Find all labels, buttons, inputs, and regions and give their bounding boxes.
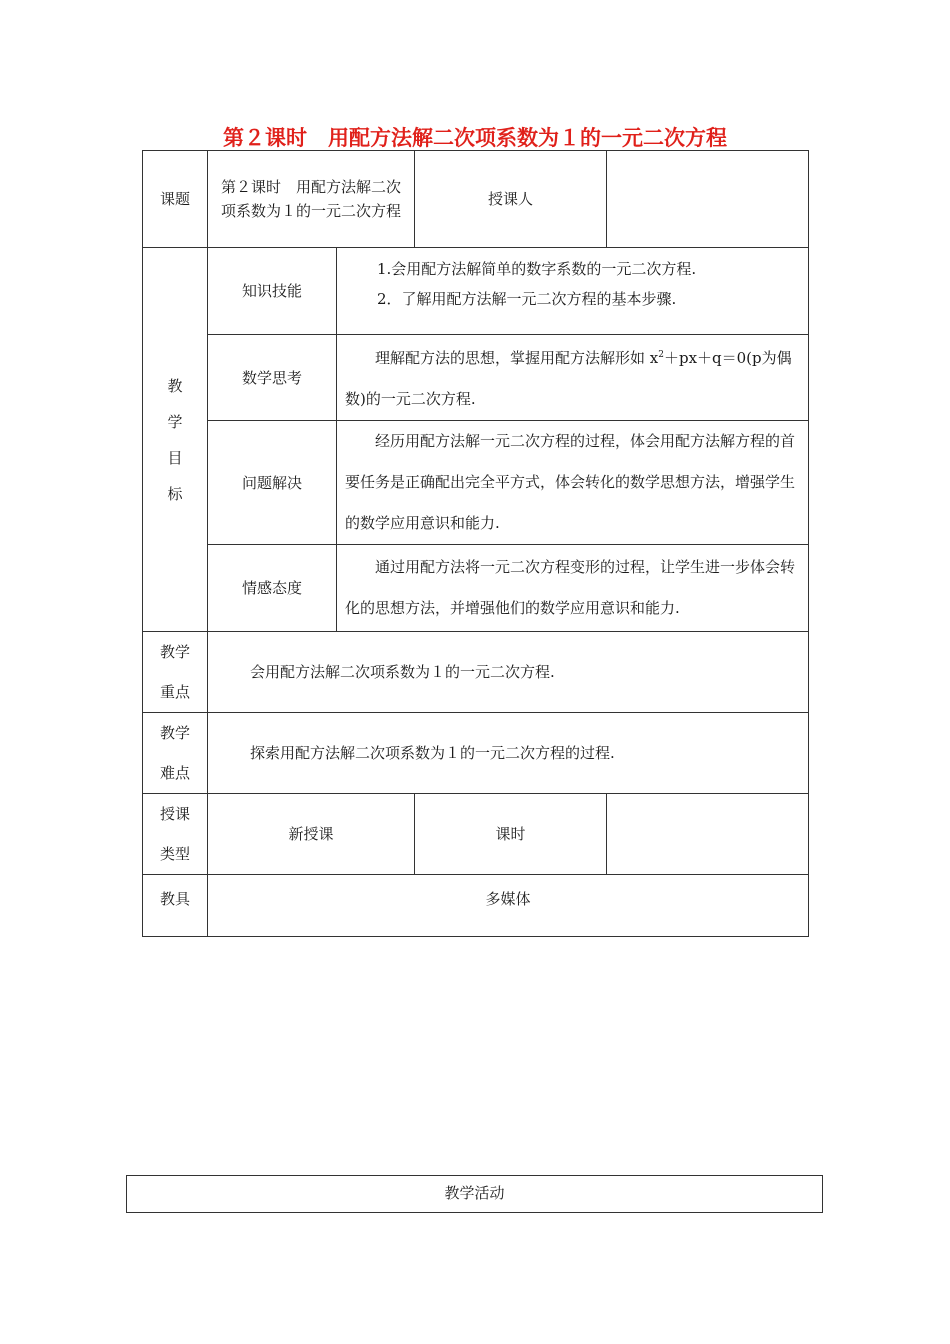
tools-label: 教具 [143, 875, 208, 937]
objective-row [143, 421, 809, 545]
topic-row [143, 151, 809, 248]
topic-label: 课题 [143, 151, 208, 248]
objective-row [143, 248, 809, 335]
objective-row [143, 335, 809, 421]
difficulty-text: 探索用配方法解二次项系数为１的一元二次方程的过程. [208, 713, 809, 794]
teaching-activity-header: 教学活动 [126, 1175, 823, 1213]
lesson-type-value: 新授课 [208, 794, 415, 875]
objective-name: 情感态度 [208, 545, 337, 632]
lesson-type-row [143, 794, 809, 875]
tools-value: 多媒体 [208, 875, 809, 937]
tools-row [143, 875, 809, 937]
objective-row [143, 545, 809, 632]
objective-text: 1.会用配方法解简单的数字系数的一元二次方程. 2．了解用配方法解一元二次方程的基本步骤. [337, 248, 809, 335]
objective-text: 通过用配方法将一元二次方程变形的过程，让学生进一步体会转化的思想方法，并增强他们的数学应用意识和能力. [337, 545, 809, 632]
difficulty-label: 教学 难点 [143, 713, 208, 794]
objective-text: 经历用配方法解一元二次方程的过程，体会用配方法解方程的首要任务是正确配出完全平方式，体会转化的数学思想方法，增强学生的数学应用意识和能力. [337, 421, 809, 545]
lesson-hours-label: 课时 [415, 794, 607, 875]
lesson-type-label: 授课 类型 [143, 794, 208, 875]
teacher-value [607, 151, 809, 248]
key-point-row [143, 632, 809, 713]
objective-name: 问题解决 [208, 421, 337, 545]
lesson-plan-table [142, 150, 809, 937]
teacher-label: 授课人 [415, 151, 607, 248]
objective-text: 理解配方法的思想，掌握用配方法解形如 $x^2+px+q=0(p$为偶数)的一元二次方程. [337, 335, 809, 421]
page-title: 第２课时 用配方法解二次项系数为１的一元二次方程 [223, 126, 727, 150]
objective-name: 知识技能 [208, 248, 337, 335]
objectives-label: 教 学 目 标 [143, 248, 208, 632]
difficulty-row [143, 713, 809, 794]
topic-value: 第２课时 用配方法解二次项系数为１的一元二次方程 [208, 151, 415, 248]
key-point-label: 教学 重点 [143, 632, 208, 713]
key-point-text: 会用配方法解二次项系数为１的一元二次方程. [208, 632, 809, 713]
lesson-hours-value [607, 794, 809, 875]
objective-name: 数学思考 [208, 335, 337, 421]
